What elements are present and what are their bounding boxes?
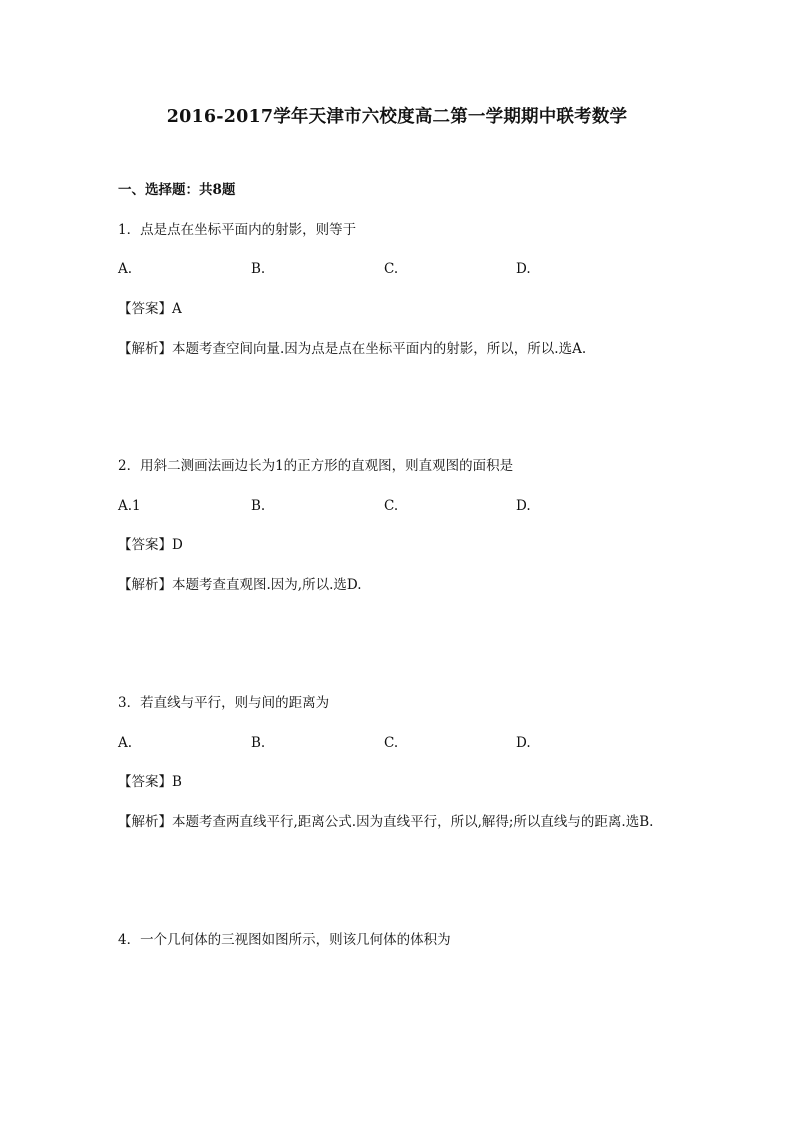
section-heading: 一、选择题：共8题 (118, 182, 236, 198)
question-2-analysis: 【解析】本题考查直观图.因为,所以.选D. (118, 577, 362, 593)
question-4-stem: 4．一个几何体的三视图如图所示，则该几何体的体积为 (118, 932, 451, 948)
question-1-option-a: A. (118, 261, 133, 277)
question-1-option-b: B. (251, 261, 266, 277)
document-title: 2016-2017学年天津市六校度高二第一学期期中联考数学 (166, 107, 628, 127)
question-3-stem: 3．若直线与平行，则与间的距离为 (118, 695, 330, 711)
question-3-option-d: D. (516, 735, 531, 751)
question-2-answer: 【答案】D (118, 537, 183, 553)
question-1-analysis: 【解析】本题考查空间向量.因为点是点在坐标平面内的射影，所以，所以.选A. (118, 341, 587, 357)
question-2-option-d: D. (516, 498, 531, 514)
question-3-analysis: 【解析】本题考查两直线平行,距离公式.因为直线平行，所以,解得;所以直线与的距离.选B. (118, 814, 654, 830)
question-3-option-c: C. (384, 735, 399, 751)
question-1-stem: 1．点是点在坐标平面内的射影，则等于 (118, 222, 357, 238)
question-1-answer: 【答案】A (118, 301, 182, 317)
question-2-option-c: C. (384, 498, 399, 514)
question-1-option-d: D. (516, 261, 531, 277)
question-2-option-a: A.1 (118, 498, 141, 514)
question-3-option-b: B. (251, 735, 266, 751)
question-2-option-b: B. (251, 498, 266, 514)
question-3-answer: 【答案】B (118, 774, 182, 790)
question-2-stem: 2．用斜二测画法画边长为1的正方形的直观图，则直观图的面积是 (118, 458, 514, 474)
question-3-option-a: A. (118, 735, 133, 751)
question-1-option-c: C. (384, 261, 399, 277)
